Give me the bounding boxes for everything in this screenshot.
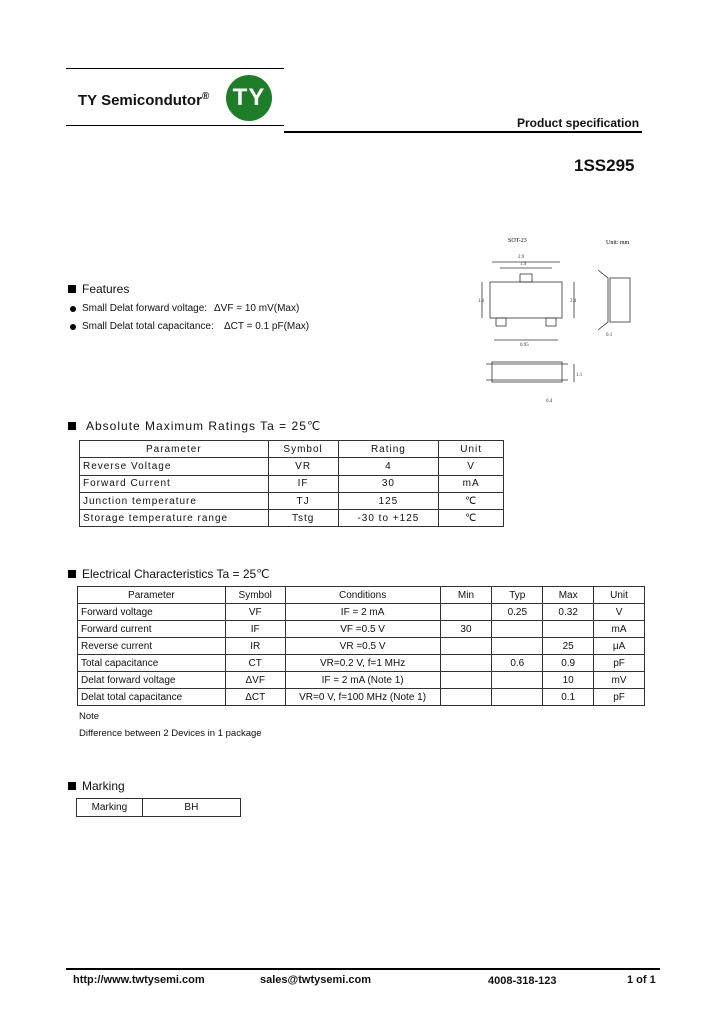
table-row — [78, 638, 645, 655]
svg-text:2.4: 2.4 — [570, 299, 577, 304]
table-cell — [492, 621, 543, 638]
table-cell: pF — [594, 655, 645, 672]
table-cell — [440, 638, 492, 655]
column-header: Unit — [594, 587, 645, 604]
table-row — [78, 604, 645, 621]
column-header: Parameter — [78, 587, 226, 604]
table-cell: Marking — [77, 799, 143, 817]
svg-text:1.9: 1.9 — [520, 262, 527, 267]
table-cell: 30 — [338, 475, 439, 492]
column-header: Conditions — [285, 587, 440, 604]
package-outline-drawing — [470, 232, 650, 412]
table-cell: 0.9 — [543, 655, 594, 672]
table-cell: 0.25 — [492, 604, 543, 621]
elec-char-table — [77, 586, 645, 706]
table-cell: 25 — [543, 638, 594, 655]
table-cell: TJ — [268, 492, 338, 509]
table-cell — [492, 689, 543, 706]
table-cell: 4 — [338, 458, 439, 475]
bullet-dot-icon — [70, 324, 76, 330]
package-unit: Unit: mm — [606, 240, 630, 246]
table-cell: 10 — [543, 672, 594, 689]
table-row — [80, 510, 504, 527]
column-header: Symbol — [268, 441, 338, 458]
table-cell: Reverse current — [78, 638, 226, 655]
table-cell: VR — [268, 458, 338, 475]
feature-item: Small Delat total capacitance: ΔCT = 0.1 pF(Max) — [70, 321, 309, 332]
column-header: Unit — [439, 441, 504, 458]
table-cell: 125 — [338, 492, 439, 509]
website-link[interactable]: http://www.twtysemi.com — [73, 974, 205, 986]
marking-table — [76, 798, 241, 817]
table-cell: mA — [439, 475, 504, 492]
table-cell: Tstg — [268, 510, 338, 527]
table-row — [78, 689, 645, 706]
package-name: SOT-23 — [508, 238, 527, 244]
bullet-dot-icon — [70, 306, 76, 312]
table-cell: Delat total capacitance — [78, 689, 226, 706]
svg-text:2.9: 2.9 — [518, 255, 525, 260]
abs-max-heading: Absolute Maximum Ratings Ta = 25℃ — [68, 419, 321, 433]
phone-number: 4008-318-123 — [488, 975, 557, 987]
company-logo: TY — [226, 75, 272, 121]
table-cell: 0.6 — [492, 655, 543, 672]
table-cell — [440, 604, 492, 621]
table-cell: V — [594, 604, 645, 621]
table-cell — [440, 689, 492, 706]
svg-text:0.1: 0.1 — [606, 333, 613, 338]
brand-name: TY Semicondutor® — [78, 91, 210, 109]
table-cell: Forward Current — [80, 475, 269, 492]
table-cell: IF = 2 mA (Note 1) — [285, 672, 440, 689]
abs-max-table — [79, 440, 504, 527]
table-row — [80, 458, 504, 475]
table-cell: 0.32 — [543, 604, 594, 621]
page-number: 1 of 1 — [627, 974, 656, 986]
table-cell: IF — [225, 621, 285, 638]
table-cell — [492, 638, 543, 655]
table-cell — [492, 672, 543, 689]
doc-type: Product specification — [517, 116, 640, 130]
svg-text:0.95: 0.95 — [520, 343, 529, 348]
table-cell: ΔVF — [225, 672, 285, 689]
table-cell: pF — [594, 689, 645, 706]
column-header: Symbol — [225, 587, 285, 604]
svg-text:0.4: 0.4 — [546, 399, 553, 404]
table-cell: VR =0.5 V — [285, 638, 440, 655]
table-cell: ℃ — [439, 492, 504, 509]
table-cell: VF =0.5 V — [285, 621, 440, 638]
feature-item: Small Delat forward voltage: ΔVF = 10 mV(Max) — [70, 303, 299, 314]
svg-text:1.1: 1.1 — [576, 373, 583, 378]
table-cell: VR=0.2 V, f=1 MHz — [285, 655, 440, 672]
table-row — [80, 475, 504, 492]
features-heading: Features — [68, 282, 129, 296]
email-link[interactable]: sales@twtysemi.com — [260, 974, 371, 986]
table-cell: Delat forward voltage — [78, 672, 226, 689]
bullet-square-icon — [68, 285, 76, 293]
elec-char-heading: Electrical Characteristics Ta = 25℃ — [68, 567, 270, 581]
table-cell — [440, 655, 492, 672]
table-cell: Storage temperature range — [80, 510, 269, 527]
table-cell — [440, 672, 492, 689]
table-row — [80, 492, 504, 509]
table-cell: ℃ — [439, 510, 504, 527]
table-cell: mV — [594, 672, 645, 689]
table-row — [78, 621, 645, 638]
table-cell: CT — [225, 655, 285, 672]
marking-heading: Marking — [68, 779, 125, 793]
bullet-square-icon — [68, 570, 76, 578]
bullet-square-icon — [68, 782, 76, 790]
table-cell: IF = 2 mA — [285, 604, 440, 621]
table-cell: μA — [594, 638, 645, 655]
column-header: Max — [543, 587, 594, 604]
table-cell: IR — [225, 638, 285, 655]
header-logo-rule — [66, 125, 284, 126]
footer-rule — [66, 968, 660, 970]
header-main-rule — [284, 131, 642, 133]
header-top-rule — [66, 68, 284, 69]
table-cell: VF — [225, 604, 285, 621]
svg-text:1.3: 1.3 — [478, 299, 485, 304]
column-header: Rating — [338, 441, 439, 458]
table-cell: mA — [594, 621, 645, 638]
part-number: 1SS295 — [574, 156, 635, 175]
table-cell: V — [439, 458, 504, 475]
table-cell: Forward current — [78, 621, 226, 638]
table-header-row — [80, 441, 504, 458]
table-cell: Forward voltage — [78, 604, 226, 621]
bullet-square-icon — [68, 422, 76, 430]
table-row — [77, 799, 241, 817]
table-cell: 30 — [440, 621, 492, 638]
table-cell: ΔCT — [225, 689, 285, 706]
table-cell — [543, 621, 594, 638]
column-header: Parameter — [80, 441, 269, 458]
table-row — [78, 672, 645, 689]
table-cell: Reverse Voltage — [80, 458, 269, 475]
note-label: Note — [79, 711, 100, 722]
table-header-row — [78, 587, 645, 604]
note-text: Difference between 2 Devices in 1 package — [79, 728, 262, 739]
table-cell: VR=0 V, f=100 MHz (Note 1) — [285, 689, 440, 706]
column-header: Typ — [492, 587, 543, 604]
table-cell: 0.1 — [543, 689, 594, 706]
table-row — [78, 655, 645, 672]
table-cell: -30 to +125 — [338, 510, 439, 527]
column-header: Min — [440, 587, 492, 604]
table-cell: Total capacitance — [78, 655, 226, 672]
table-cell: BH — [142, 799, 240, 817]
table-cell: Junction temperature — [80, 492, 269, 509]
table-cell: IF — [268, 475, 338, 492]
